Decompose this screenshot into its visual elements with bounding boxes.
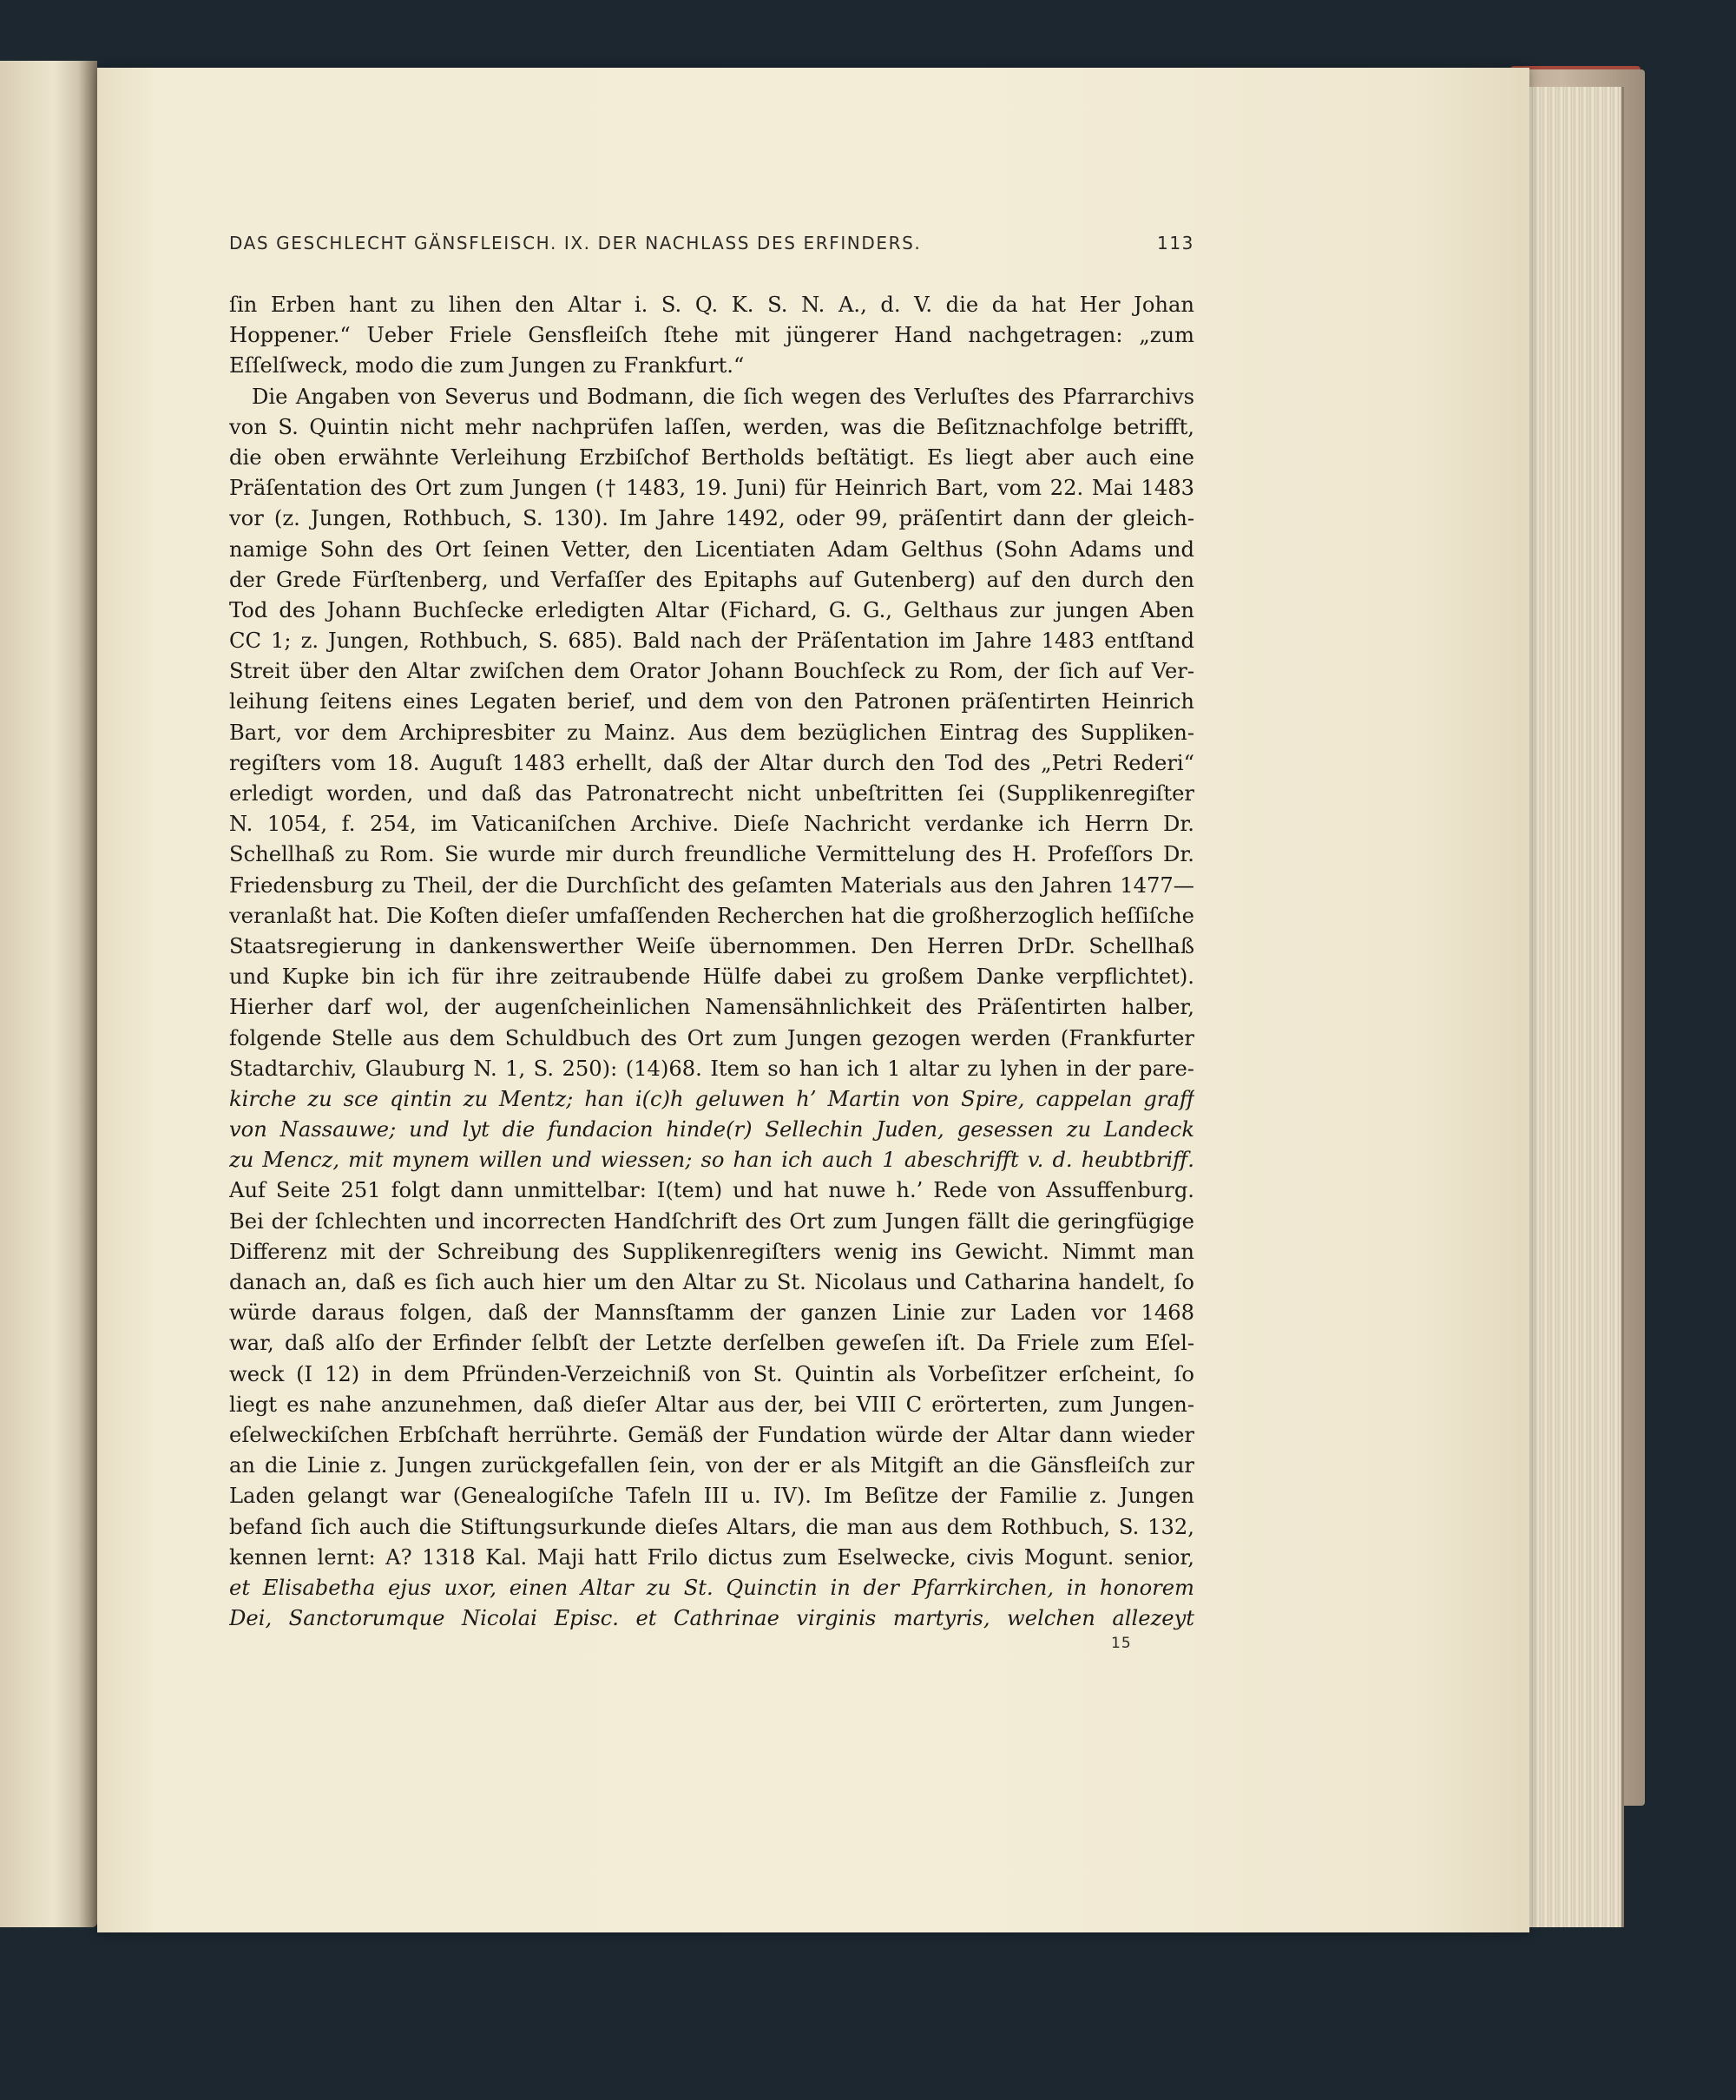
text-line: N. 1054, f. 254, im Vaticaniſchen Archive. Dieſe Nachricht verdanke ich Herrn Dr. — [229, 812, 1194, 837]
text-line: und Kupke bin ich für ihre zeitraubende Hülfe dabei zu großem Danke verpflichtet). — [229, 964, 1194, 990]
text-line: Laden gelangt war (Genealogiſche Tafeln III u. IV). Im Beſitze der Familie z. Jungen — [229, 1484, 1194, 1509]
text-line: war, daß alſo der Erfinder ſelbſt der Letzte derſelben geweſen iſt. Da Friele zum Eſel- — [229, 1331, 1194, 1356]
text-line: Friedensburg zu Theil, der die Durchſicht des geſamten Materials aus den Jahren 1477— — [229, 872, 1194, 898]
text-line: kirche zu sce qintin zu Mentz; han i(c)h geluwen h’ Martin von Spire, cappelan graff — [229, 1086, 1194, 1111]
text-line: Bart, vor dem Archipresbiter zu Mainz. Aus dem bezüglichen Eintrag des Suppliken- — [229, 720, 1194, 745]
text-line: erledigt worden, und daß das Patronatrecht nicht unbeſtritten ſei (Supplikenregiſter — [229, 781, 1194, 806]
text-line: weck (I 12) in dem Pfründen-Verzeichniß von St. Quintin als Vorbeſitzer erſcheint, ſo — [229, 1361, 1194, 1386]
text-line: der Grede Fürſtenberg, und Verfaſſer des Epitaphs auf Gutenberg) auf den durch den — [229, 567, 1194, 592]
text-line: Staatsregierung in dankenswerther Weiſe übernommen. Den Herren DrDr. Schellhaß — [229, 933, 1194, 958]
text-line: Hoppener.“ Ueber Friele Gensfleiſch ſtehe mit jüngerer Hand nachgetragen: „zum — [229, 323, 1194, 348]
text-line: Bei der ſchlechten und incorrecten Handſchrift des Ort zum Jungen fällt die geringfügige — [229, 1208, 1194, 1234]
text-line: veranlaßt hat. Die Koſten dieſer umfaſſenden Recherchen hat die großherzoglich heſſiſche — [229, 903, 1194, 928]
text-line: Schellhaß zu Rom. Sie wurde mir durch freundliche Vermittelung des H. Profeſſors Dr. — [229, 842, 1194, 867]
text-line: zu Mencz, mit mynem willen und wiessen; so han ich auch 1 abeschrifft v. d. heubtbriff. — [229, 1148, 1194, 1173]
text-line: befand ſich auch die Stiftungsurkunde dieſes Altars, die man aus dem Rothbuch, S. 132, — [229, 1514, 1194, 1539]
text-line: Die Angaben von Severus und Bodmann, die ſich wegen des Verluſtes des Pfarrarchivs — [252, 384, 1194, 409]
text-line: vor (z. Jungen, Rothbuch, S. 130). Im Jahre 1492, oder 99, präſentirt dann der gleich- — [229, 506, 1194, 531]
text-line: an die Linie z. Jungen zurückgefallen ſein, von der er als Mitgift an die Gänsfleiſch zur — [229, 1453, 1194, 1478]
text-line: kennen lernt: A? 1318 Kal. Maji hatt Frilo dictus zum Eselwecke, civis Mogunt. senior, — [229, 1544, 1194, 1570]
text-line: von S. Quintin nicht mehr nachprüfen laſſen, werden, was die Beſitznachfolge betrifft, — [229, 414, 1194, 439]
signature-mark: 15 — [1111, 1635, 1132, 1652]
left-page-edge — [0, 61, 97, 1927]
page-number: 113 — [1157, 233, 1194, 253]
text-line: folgende Stelle aus dem Schuldbuch des Ort zum Jungen gezogen werden (Frankfurter — [229, 1025, 1194, 1050]
text-line: würde daraus folgen, daß der Mannsſtamm der ganzen Linie zur Laden vor 1468 — [229, 1300, 1194, 1326]
text-line: danach an, daß es ſich auch hier um den Altar zu St. Nicolaus und Catharina handelt, ſo — [229, 1270, 1194, 1294]
text-line: ſin Erben hant zu lihen den Altar i. S. Q. K. S. N. A., d. V. die da hat Her Johan — [229, 293, 1194, 317]
text-line: Auf Seite 251 folgt dann unmittelbar: I(tem) und hat nuwe h.’ Rede von Assuffenburg. — [229, 1178, 1194, 1203]
text-line: et Elisabetha ejus uxor, einen Altar zu St. Quinctin in der Pfarrkirchen, in honorem — [229, 1575, 1194, 1600]
text-line: liegt es nahe anzunehmen, daß dieſer Altar aus der, bei VIII C erörterten, zum Jungen- — [229, 1392, 1194, 1417]
text-line: Hierher darf wol, der augenſcheinlichen Namensähnlichkeit des Präſentirten halber, — [229, 995, 1194, 1020]
text-line: Streit über den Altar zwiſchen dem Orator Johann Bouchſeck zu Rom, der ſich auf Ver- — [229, 659, 1194, 684]
running-head-title: DAS GESCHLECHT GÄNSFLEISCH. IX. DER NACHLASS DES ERFINDERS. — [229, 233, 922, 253]
page-fore-edge — [1517, 87, 1624, 1927]
text-line: die oben erwähnte Verleihung Erzbiſchof Bertholds beſtätigt. Es liegt aber auch eine — [229, 444, 1194, 470]
text-line: Tod des Johann Buchſecke erledigten Altar (Fichard, G. G., Gelthaus zur jungen Aben — [229, 597, 1194, 622]
text-line: Differenz mit der Schreibung des Supplikenregiſters wenig ins Gewicht. Nimmt man — [229, 1239, 1194, 1264]
text-line: von Nassauwe; und lyt die fundacion hinde(r) Sellechin Juden, gesessen zu Landeck — [229, 1117, 1194, 1142]
text-line: CC 1; z. Jungen, Rothbuch, S. 685). Bald nach der Präſentation im Jahre 1483 entſtand — [229, 629, 1194, 654]
text-line: eſelweckiſchen Erbſchaft herrührte. Gemäß der Fundation würde der Altar dann wieder — [229, 1422, 1194, 1447]
text-line: regiſters vom 18. Auguſt 1483 erhellt, daß der Altar durch den Tod des „Petri Rederi“ — [229, 750, 1194, 775]
text-line: Präſentation des Ort zum Jungen († 1483, 19. Juni) für Heinrich Bart, vom 22. Mai 1483 — [229, 476, 1194, 501]
text-line: Stadtarchiv, Glauburg N. 1, S. 250): (14)68. Item so han ich 1 altar zu lyhen in der pare- — [229, 1056, 1194, 1081]
text-line: namige Sohn des Ort ſeinen Vetter, den Licentiaten Adam Gelthus (Sohn Adams und — [229, 537, 1194, 562]
text-line: Eſſelſweck, modo die zum Jungen zu Frankfurt.“ — [229, 353, 745, 379]
text-line: Dei, Sanctorumque Nicolai Episc. et Cathrinae virginis martyris, welchen allezeyt — [229, 1606, 1194, 1631]
text-line: leihung ſeitens eines Legaten berief, und dem von den Patronen präſentirten Heinrich — [229, 689, 1194, 714]
body-text — [229, 290, 1194, 1634]
